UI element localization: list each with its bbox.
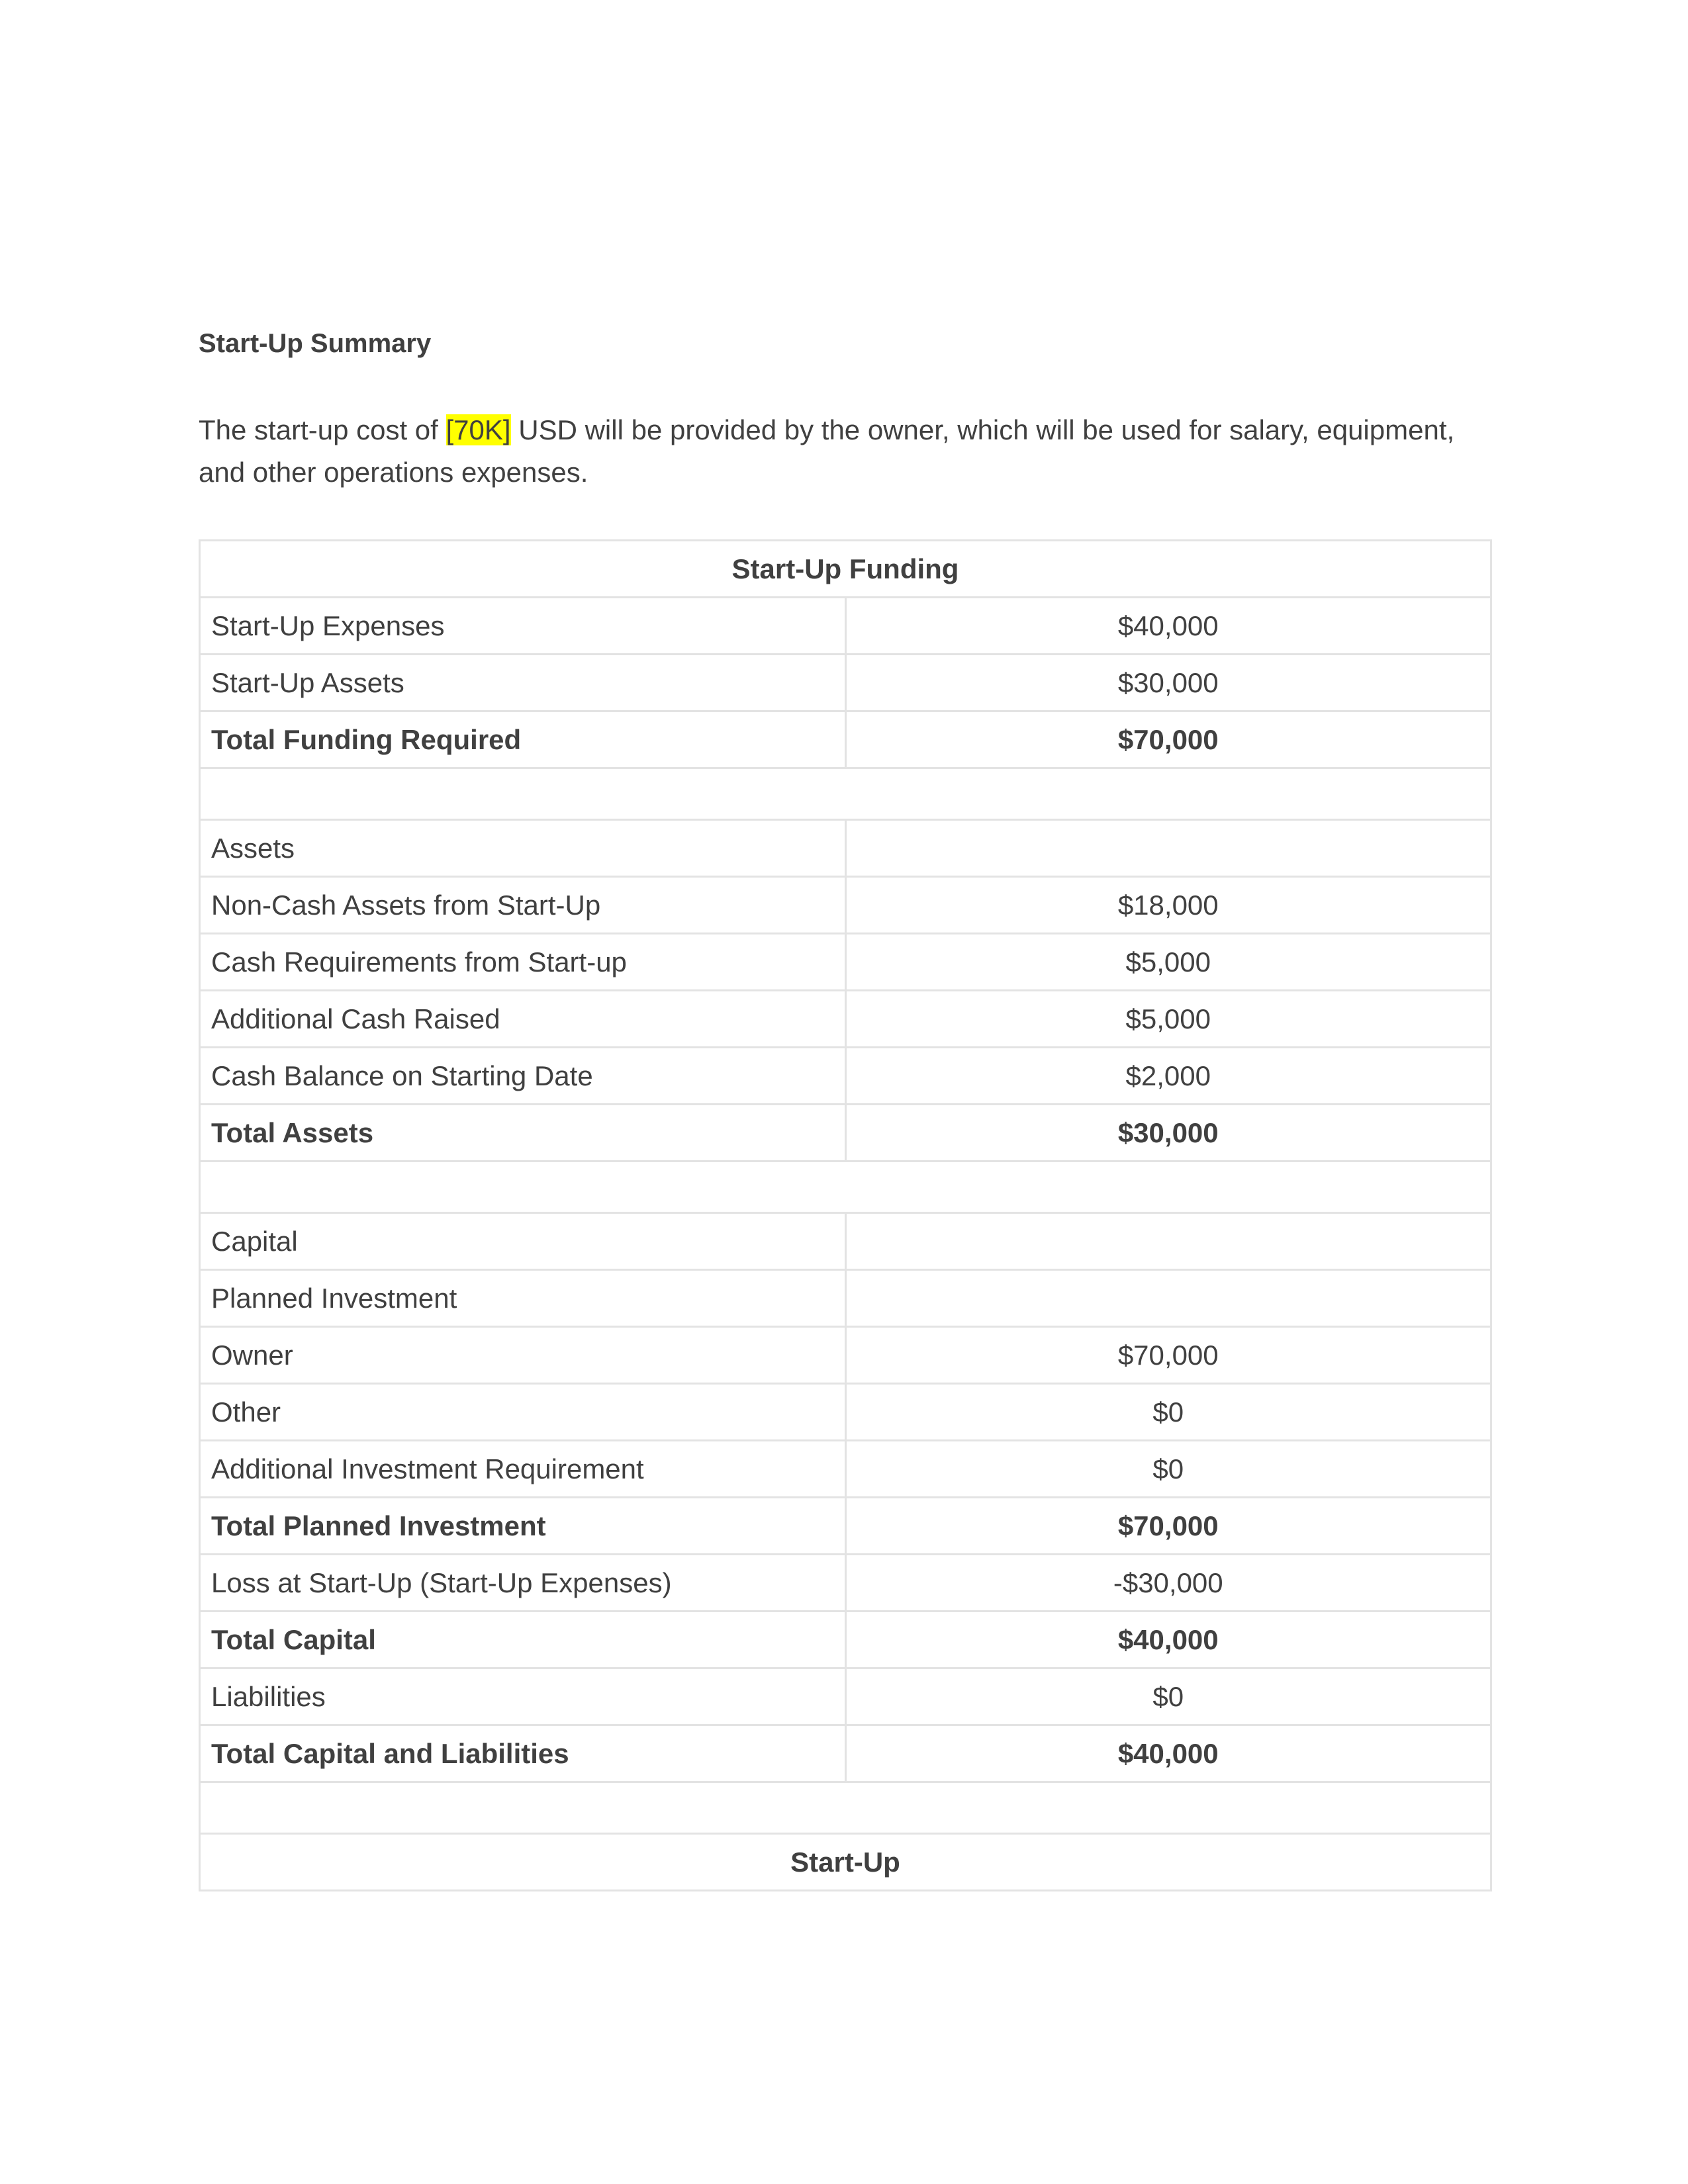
intro-text-before: The start-up cost of bbox=[199, 414, 446, 445]
table-title: Start-Up Funding bbox=[200, 541, 1491, 598]
table-title-row bbox=[200, 541, 1491, 598]
row-value: $5,000 bbox=[845, 934, 1491, 991]
startup-funding-table bbox=[199, 539, 1492, 1891]
row-label: Owner bbox=[200, 1327, 846, 1384]
table-row bbox=[200, 820, 1491, 877]
row-label: Cash Requirements from Start-up bbox=[200, 934, 846, 991]
table-row bbox=[200, 655, 1491, 711]
row-label: Total Assets bbox=[200, 1105, 846, 1161]
row-value: $2,000 bbox=[845, 1048, 1491, 1105]
table-row bbox=[200, 877, 1491, 934]
table-row-total bbox=[200, 1612, 1491, 1668]
row-value: -$30,000 bbox=[845, 1555, 1491, 1612]
spacer-cell bbox=[200, 1161, 1491, 1213]
table-row-total bbox=[200, 711, 1491, 768]
spacer-cell bbox=[200, 768, 1491, 820]
spacer-cell bbox=[200, 1782, 1491, 1834]
table-row bbox=[200, 1668, 1491, 1725]
table-row bbox=[200, 1441, 1491, 1498]
table-row-total bbox=[200, 1105, 1491, 1161]
row-label: Cash Balance on Starting Date bbox=[200, 1048, 846, 1105]
row-value: $0 bbox=[845, 1441, 1491, 1498]
row-value bbox=[845, 1270, 1491, 1327]
row-label: Loss at Start-Up (Start-Up Expenses) bbox=[200, 1555, 846, 1612]
row-label: Capital bbox=[200, 1213, 846, 1270]
table-footer-row bbox=[200, 1834, 1491, 1891]
row-value: $18,000 bbox=[845, 877, 1491, 934]
table-row bbox=[200, 1048, 1491, 1105]
highlighted-amount: [70K] bbox=[445, 414, 511, 445]
row-value: $30,000 bbox=[845, 655, 1491, 711]
spacer-row bbox=[200, 1161, 1491, 1213]
row-label: Start-Up Expenses bbox=[200, 598, 846, 655]
table-row bbox=[200, 598, 1491, 655]
row-label: Liabilities bbox=[200, 1668, 846, 1725]
table-row bbox=[200, 1384, 1491, 1441]
row-value: $40,000 bbox=[845, 598, 1491, 655]
row-value: $40,000 bbox=[845, 1612, 1491, 1668]
spacer-row bbox=[200, 1782, 1491, 1834]
table-row bbox=[200, 934, 1491, 991]
row-label: Total Capital bbox=[200, 1612, 846, 1668]
row-label: Assets bbox=[200, 820, 846, 877]
row-label: Planned Investment bbox=[200, 1270, 846, 1327]
row-value: $0 bbox=[845, 1384, 1491, 1441]
intro-text-after: USD will be provided by the owner, which will be used for salary, equipment, and other operations expenses. bbox=[199, 414, 1455, 488]
row-label: Additional Cash Raised bbox=[200, 991, 846, 1048]
table-row bbox=[200, 1270, 1491, 1327]
table-row bbox=[200, 1555, 1491, 1612]
row-value: $0 bbox=[845, 1668, 1491, 1725]
table-row-total bbox=[200, 1725, 1491, 1782]
row-value: $70,000 bbox=[845, 711, 1491, 768]
row-label: Start-Up Assets bbox=[200, 655, 846, 711]
row-value: $70,000 bbox=[845, 1498, 1491, 1555]
row-label: Total Planned Investment bbox=[200, 1498, 846, 1555]
row-label: Non-Cash Assets from Start-Up bbox=[200, 877, 846, 934]
row-value bbox=[845, 1213, 1491, 1270]
table-row bbox=[200, 1213, 1491, 1270]
row-value bbox=[845, 820, 1491, 877]
row-label: Other bbox=[200, 1384, 846, 1441]
row-label: Total Funding Required bbox=[200, 711, 846, 768]
row-label: Additional Investment Requirement bbox=[200, 1441, 846, 1498]
table-row bbox=[200, 991, 1491, 1048]
table-footer-title: Start-Up bbox=[200, 1834, 1491, 1891]
row-value: $40,000 bbox=[845, 1725, 1491, 1782]
row-label: Total Capital and Liabilities bbox=[200, 1725, 846, 1782]
spacer-row bbox=[200, 768, 1491, 820]
row-value: $30,000 bbox=[845, 1105, 1491, 1161]
row-value: $5,000 bbox=[845, 991, 1491, 1048]
row-value: $70,000 bbox=[845, 1327, 1491, 1384]
intro-paragraph bbox=[199, 409, 1496, 494]
table-row-total bbox=[200, 1498, 1491, 1555]
table-row bbox=[200, 1327, 1491, 1384]
section-heading: Start-Up Summary bbox=[199, 329, 432, 358]
